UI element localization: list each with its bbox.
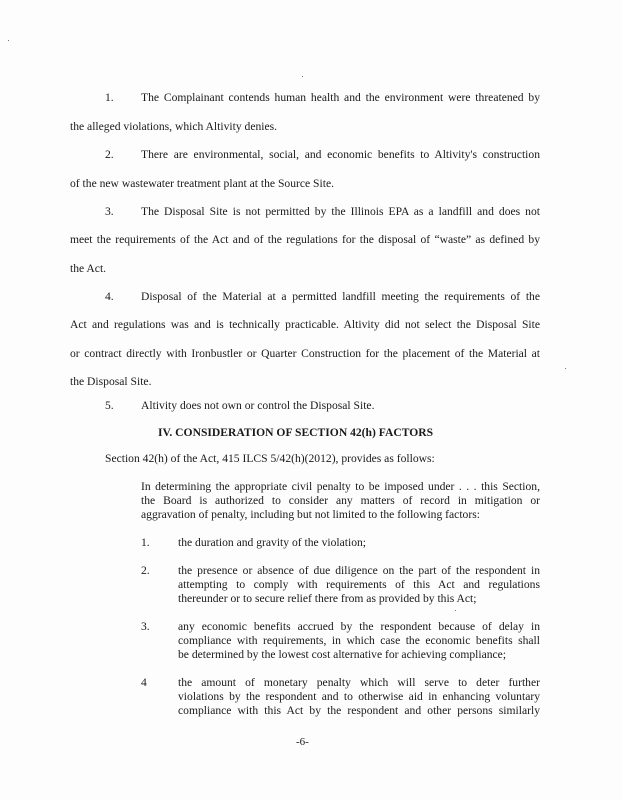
paragraph-line: Disposal of the Material at a permitted landfill meeting the requirements of the	[141, 290, 540, 303]
factor-line: the presence or absence of due diligence on the part of the respondent in	[178, 564, 540, 577]
quote-line: the Board is authorized to consider any matters of record in mitigation or	[141, 494, 540, 507]
factor-line: be determined by the lowest cost alternative for achieving compliance;	[178, 648, 507, 661]
factor-line: compliance with requirements, in which case the economic benefits shall	[178, 634, 540, 647]
paragraph-line: The Disposal Site is not permitted by the Illinois EPA as a landfill and does not	[141, 205, 540, 218]
paragraph-line: Altivity does not own or control the Disposal Site.	[141, 399, 375, 412]
paragraph-number: 1.	[105, 91, 114, 104]
page-number: -6-	[296, 736, 309, 748]
quote-line: In determining the appropriate civil penalty to be imposed under . . . this Section,	[141, 480, 540, 493]
scan-speck	[8, 40, 9, 41]
factor-line: thereunder or to secure relief there from as provided by this Act;	[178, 592, 477, 605]
scan-speck	[302, 76, 303, 77]
factor-line: the duration and gravity of the violation;	[178, 536, 367, 549]
section-intro: Section 42(h) of the Act, 415 ILCS 5/42(h)(2012), provides as follows:	[105, 452, 435, 465]
paragraph-line: the alleged violations, which Altivity denies.	[70, 120, 278, 133]
quote-line: aggravation of penalty, including but not limited to the following factors:	[141, 508, 480, 521]
paragraph-number: 2.	[105, 148, 114, 161]
scan-speck	[565, 368, 566, 369]
paragraph-line: meet the requirements of the Act and of the regulations for the disposal of “waste” as defined by	[70, 233, 540, 246]
factor-line: violations by the respondent and to otherwise aid in enhancing voluntary	[178, 690, 540, 703]
paragraph-line: The Complainant contends human health and the environment were threatened by	[141, 91, 540, 104]
section-heading: IV. CONSIDERATION OF SECTION 42(h) FACTORS	[158, 426, 434, 439]
paragraph-line: the Act.	[70, 262, 107, 275]
factor-number: 1.	[141, 536, 150, 549]
factor-line: any economic benefits accrued by the respondent because of delay in	[178, 620, 540, 633]
paragraph-line: Act and regulations was and is technically practicable. Altivity did not select the Disposal Site	[70, 318, 540, 331]
paragraph-number: 5.	[105, 399, 114, 412]
factor-line: the amount of monetary penalty which will serve to deter further	[178, 676, 540, 689]
factor-number: 3.	[141, 620, 150, 633]
paragraph-number: 3.	[105, 205, 114, 218]
paragraph-line: of the new wastewater treatment plant at the Source Site.	[70, 177, 334, 190]
paragraph-line: or contract directly with Ironbustler or Quarter Construction for the placement of the Material at	[70, 347, 540, 360]
factor-number: 4	[141, 676, 147, 689]
paragraph-line: There are environmental, social, and economic benefits to Altivity's construction	[141, 148, 540, 161]
paragraph-number: 4.	[105, 290, 114, 303]
factor-line: compliance with this Act by the respondent and other persons similarly	[178, 704, 540, 717]
scan-speck	[455, 610, 456, 611]
paragraph-line: the Disposal Site.	[70, 375, 152, 388]
factor-line: attempting to comply with requirements of this Act and regulations	[178, 578, 540, 591]
factor-number: 2.	[141, 564, 150, 577]
